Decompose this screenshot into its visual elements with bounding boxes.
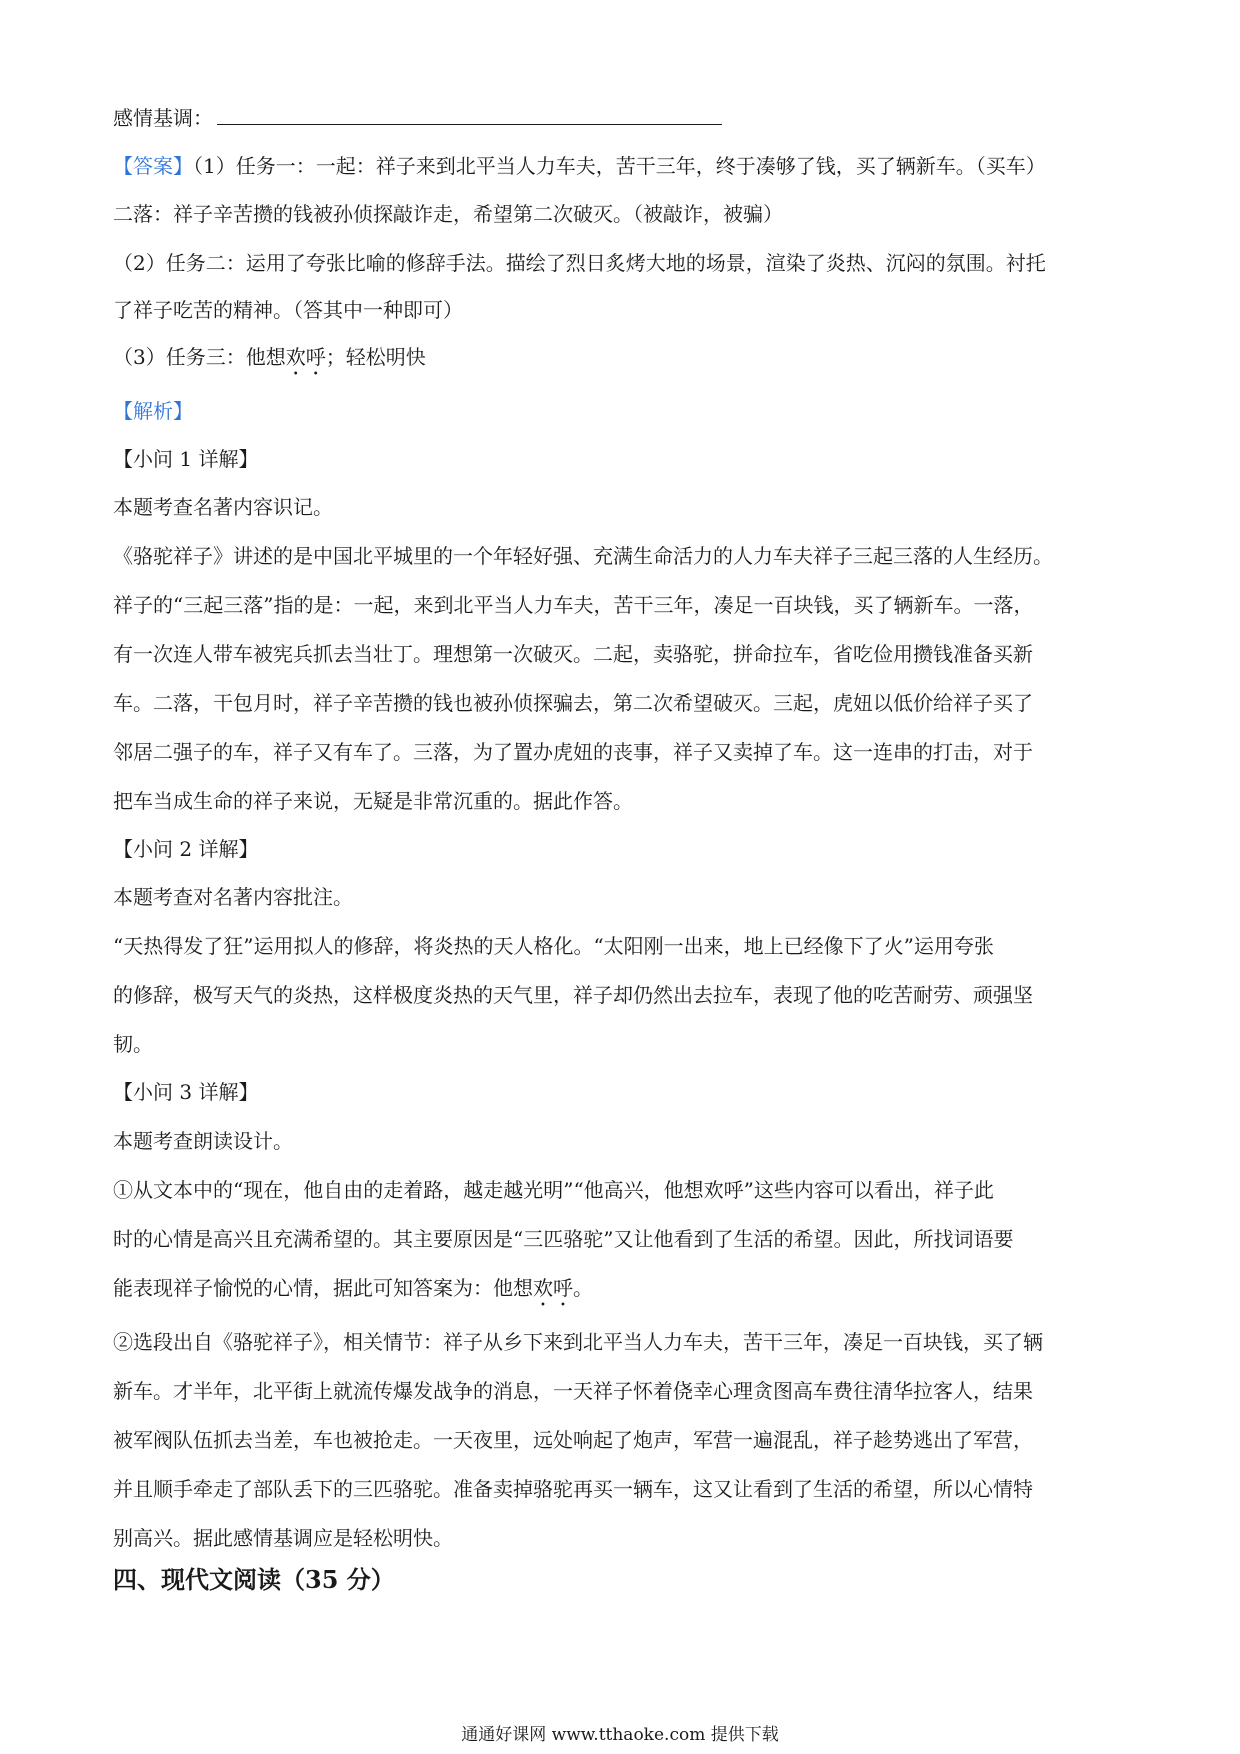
analysis-text-line: ①从文本中的“现在，他自由的走着路，越走越光明”“他高兴，他想欢呼”这些内容可以看出，祥子此 <box>113 1178 994 1202</box>
subquestion-3-heading: 【小问 3 详解】 <box>113 1080 259 1104</box>
analysis-text-line: “天热得发了狂”运用拟人的修辞，将炎热的天人格化。“太阳刚一出来，地上已经像下了火”运用夸张 <box>113 934 994 958</box>
answer-line-5 <box>113 342 426 380</box>
answer-tag: 【答案】 <box>113 154 193 178</box>
answer-text-1: （1）任务一：一起：祥子来到北平当人力车夫，苦干三年，终于凑够了钱，买了辆新车。（买车） <box>193 154 1046 178</box>
analysis-line <box>113 396 193 426</box>
answer-line-3: （2）任务二：运用了夸张比喻的修辞手法。描绘了烈日炙烤大地的场景，渲染了炎热、沉闷的氛围。衬托 <box>113 251 1046 275</box>
emphasis-word: 欢呼 <box>285 345 326 369</box>
analysis-text-line: 有一次连人带车被宪兵抓去当壮丁。理想第一次破灭。二起，卖骆驼，拼命拉车，省吃俭用攒钱准备买新 <box>113 642 1033 666</box>
analysis-text-post: 。 <box>573 1276 593 1300</box>
analysis-text-pre: 能表现祥子愉悦的心情，据此可知答案为：他想 <box>113 1276 533 1300</box>
subquestion-1-heading: 【小问 1 详解】 <box>113 447 259 471</box>
analysis-text-line: 本题考查对名著内容批注。 <box>113 885 353 909</box>
analysis-text-line: 的修辞，极写天气的炎热，这样极度炎热的天气里，祥子却仍然出去拉车，表现了他的吃苦耐劳、顽强坚 <box>113 983 1033 1007</box>
analysis-text-line <box>113 1273 593 1311</box>
analysis-text-line: 别高兴。据此感情基调应是轻松明快。 <box>113 1526 453 1550</box>
answer-text-5-post: ；轻松明快 <box>325 345 426 369</box>
analysis-text-line: 韧。 <box>113 1032 153 1056</box>
analysis-text-line: ②选段出自《骆驼祥子》，相关情节：祥子从乡下来到北平当人力车夫，苦干三年，凑足一百块钱，买了辆 <box>113 1330 1043 1354</box>
emotion-tone-label: 感情基调： <box>113 106 213 130</box>
answer-line-1 <box>113 151 1046 181</box>
analysis-text-line: 被军阀队伍抓去当差，车也被抢走。一天夜里，远处响起了炮声，军营一遍混乱，祥子趁势逃出了军营， <box>113 1428 1033 1452</box>
emotion-tone-line <box>113 103 722 133</box>
analysis-text-line: 本题考查名著内容识记。 <box>113 495 333 519</box>
emphasis-word: 欢呼 <box>533 1276 573 1300</box>
section-heading: 四、现代文阅读（35 分） <box>113 1565 395 1594</box>
analysis-text-line: 把车当成生命的祥子来说，无疑是非常沉重的。据此作答。 <box>113 789 633 813</box>
analysis-text-line: 车。二落，干包月时，祥子辛苦攒的钱也被孙侦探骗去，第二次希望破灭。三起，虎妞以低价给祥子买了 <box>113 691 1033 715</box>
answer-blank-underline <box>217 106 722 125</box>
analysis-text-line: 并且顺手牵走了部队丢下的三匹骆驼。准备卖掉骆驼再买一辆车，这又让看到了生活的希望，所以心情特 <box>113 1477 1033 1501</box>
analysis-text-line: 时的心情是高兴且充满希望的。其主要原因是“三匹骆驼”又让他看到了生活的希望。因此，所找词语要 <box>113 1227 1014 1251</box>
analysis-text-line: 祥子的“三起三落”指的是：一起，来到北平当人力车夫，苦干三年，凑足一百块钱，买了辆新车。一落， <box>113 593 1034 617</box>
answer-line-4: 了祥子吃苦的精神。（答其中一种即可） <box>113 298 463 322</box>
subquestion-2-heading: 【小问 2 详解】 <box>113 837 259 861</box>
answer-text-5-pre: （3）任务三：他想 <box>113 345 286 369</box>
page-footer: 通通好课网 www.tthaoke.com 提供下载 <box>461 1725 779 1745</box>
answer-line-2: 二落：祥子辛苦攒的钱被孙侦探敲诈走，希望第二次破灭。（被敲诈，被骗） <box>113 202 783 226</box>
analysis-tag: 【解析】 <box>113 399 193 423</box>
analysis-text-line: 新车。才半年，北平街上就流传爆发战争的消息，一天祥子怀着侥幸心理贪图高车费往清华拉客人，结果 <box>113 1379 1033 1403</box>
analysis-text-line: 《骆驼祥子》讲述的是中国北平城里的一个年轻好强、充满生命活力的人力车夫祥子三起三落的人生经历。 <box>113 544 1053 568</box>
analysis-text-line: 邻居二强子的车，祥子又有车了。三落，为了置办虎妞的丧事，祥子又卖掉了车。这一连串的打击，对于 <box>113 740 1033 764</box>
analysis-text-line: 本题考查朗读设计。 <box>113 1129 293 1153</box>
